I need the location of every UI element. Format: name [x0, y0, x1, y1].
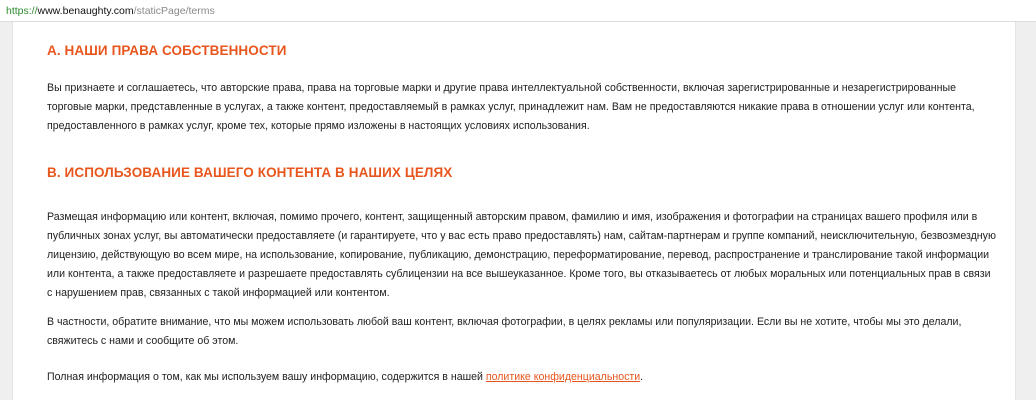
privacy-policy-link[interactable]: политике конфиденциальности — [485, 371, 641, 383]
section-b-paragraph-2: В частности, обратите внимание, что мы можем использовать любой ваш контент, включая фотографии, в целях рекламы или популяризации. Если вы не хотите, чтобы мы это делали, свяжитесь с нами и сообщите об этом. — [47, 316, 962, 347]
section-b-paragraph-1: Размещая информацию или контент, включая, помимо прочего, контент, защищенный авторским правом, фамилию и имя, изображения и фотографии на страницах вашего профиля или в публичных зонах услуг, вы автоматически предоставляете (и гарантируете, что у вас есть право предоставлять) нам, сайтам-партнерам и группе компаний, неисключительную, безвозмездную лицензию, действующую во всем мире, на использование, копирование, публикацию, демонстрацию, переформатирование, перевод, распространение и транслирование такой информации или контента, а также предоставляете и разрешаете предоставлять сублицензии на все вышеуказанное. Кроме того, вы отказываетесь от любых моральных или потенциальных прав в связи с нарушением прав, связанных с такой информацией или контентом. — [47, 211, 996, 299]
url-host: www.benaughty.com — [37, 5, 134, 17]
section-a-paragraph: Вы признаете и соглашаетесь, что авторские права, права на торговые марки и другие права интеллектуальной собственности, включая зарегистрированные и незарегистрированные торговые марки, представленные в услугах, а также контент, предоставляемый в рамках услуг, принадлежит нам. Вам не предоставляются никакие права в отношении услуг или контента, предоставленного в рамках услуг, кроме тех, которые прямо изложены в настоящих условиях использования. — [47, 82, 975, 132]
section-b-paragraph-3 — [47, 368, 997, 387]
paragraph-3-prefix: Полная информация о том, как мы используем вашу информацию, содержится в нашей — [47, 371, 486, 383]
section-b-heading: B. ИСПОЛЬЗОВАНИЕ ВАШЕГО КОНТЕНТА В НАШИХ ЦЕЛЯХ — [47, 165, 453, 180]
url-protocol: https:// — [6, 5, 38, 17]
terms-page — [12, 22, 1016, 400]
section-a-heading: A. НАШИ ПРАВА СОБСТВЕННОСТИ — [47, 43, 287, 58]
url-path: /staticPage/terms — [133, 5, 215, 17]
paragraph-3-suffix: . — [640, 371, 644, 383]
address-bar[interactable] — [0, 0, 1036, 22]
